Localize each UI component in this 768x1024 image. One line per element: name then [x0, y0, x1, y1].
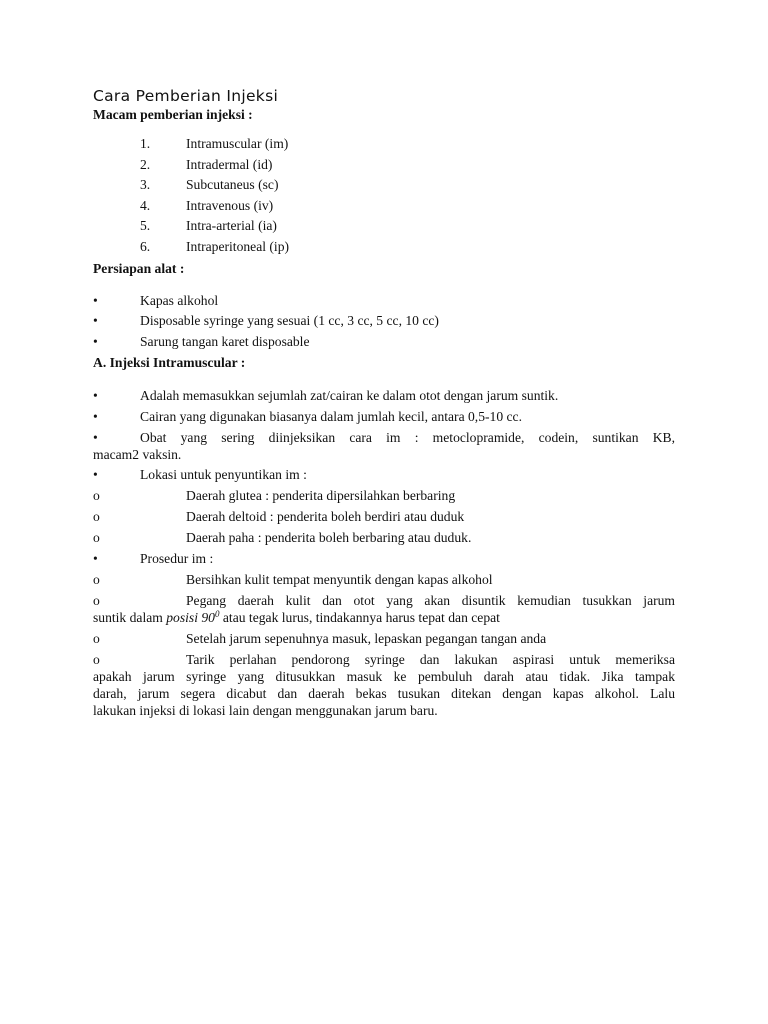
list-item [93, 550, 675, 571]
equipment-list [93, 292, 675, 354]
list-text: Setelah jarum sepenuhnya masuk, lepaskan pegangan tangan anda [186, 630, 547, 646]
list-item [93, 429, 675, 463]
list-text: Cairan yang digunakan biasanya dalam jumlah kecil, antara 0,5-10 cc. [140, 408, 522, 424]
list-item [93, 333, 675, 354]
list-text: Intradermal (id) [186, 156, 273, 172]
list-text: Obat yang sering diinjeksikan cara im : metoclopramide, codein, suntikan KB, [140, 429, 675, 445]
list-item [93, 292, 675, 313]
list-item [93, 529, 675, 550]
list-item [93, 156, 675, 177]
heading-persiapan-alat: Persiapan alat : [93, 260, 185, 276]
list-text: Sarung tangan karet disposable [140, 333, 310, 349]
intramuscular-section [93, 387, 675, 719]
list-item [93, 176, 675, 197]
bullet-icon: • [93, 387, 98, 403]
list-text: apakah jarum syringe yang ditusukkan masuk ke pembuluh darah atau tidak. Jika tampak [93, 668, 675, 684]
circle-bullet-icon: o [93, 592, 100, 608]
list-text: Pegang daerah kulit dan otot yang akan disuntik kemudian tusukkan jarum [186, 592, 675, 608]
list-number: 3. [140, 177, 151, 193]
list-item [93, 466, 675, 487]
list-item [93, 135, 675, 156]
list-number: 2. [140, 156, 151, 172]
list-item [93, 508, 675, 529]
circle-bullet-icon: o [93, 487, 100, 503]
list-text: Intravenous (iv) [186, 197, 274, 213]
bullet-icon: • [93, 333, 98, 349]
list-text: Disposable syringe yang sesuai (1 cc, 3 cc, 5 cc, 10 cc) [140, 313, 439, 329]
list-text: Daerah glutea : penderita dipersilahkan berbaring [186, 487, 456, 503]
degree-superscript: 0 [214, 608, 220, 619]
circle-bullet-icon: o [93, 651, 100, 667]
circle-bullet-icon: o [93, 529, 100, 545]
injection-type-list [93, 135, 675, 259]
bullet-icon: • [93, 466, 98, 482]
list-text: Intraperitoneal (ip) [186, 238, 290, 254]
list-text: darah, jarum segera dicabut dan daerah bekas tusukan ditekan dengan kapas alkohol. Lalu [93, 685, 675, 701]
list-text: Daerah deltoid : penderita boleh berdiri atau duduk [186, 508, 465, 524]
list-item [93, 312, 675, 333]
list-text: Lokasi untuk penyuntikan im : [140, 466, 307, 482]
list-item [93, 217, 675, 238]
list-text-italic: posisi 90 [166, 609, 215, 625]
list-text: Intramuscular (im) [186, 136, 289, 151]
list-text: atau tegak lurus, tindakannya harus tepat dan cepat [219, 609, 500, 625]
list-item [93, 571, 675, 592]
list-number: 4. [140, 197, 151, 213]
list-item [93, 630, 675, 651]
list-item [93, 408, 675, 429]
circle-bullet-icon: o [93, 571, 100, 587]
list-text: Adalah memasukkan sejumlah zat/cairan ke dalam otot dengan jarum suntik. [140, 387, 559, 403]
list-number: 5. [140, 218, 151, 234]
list-text: Bersihkan kulit tempat menyuntik dengan kapas alkohol [186, 571, 493, 587]
list-text: Subcutaneus (sc) [186, 177, 279, 193]
list-item [93, 197, 675, 218]
circle-bullet-icon: o [93, 630, 100, 646]
list-item [93, 387, 675, 408]
document-page [93, 86, 675, 719]
circle-bullet-icon: o [93, 508, 100, 524]
bullet-icon: • [93, 313, 98, 329]
list-text: suntik dalam [93, 609, 167, 625]
heading-macam-injeksi: Macam pemberian injeksi : [93, 107, 253, 122]
list-item [93, 651, 675, 719]
list-item [93, 238, 675, 259]
list-text: macam2 vaksin. [93, 446, 182, 462]
list-item [93, 592, 675, 626]
list-number: 1. [140, 136, 151, 151]
page-title: Cara Pemberian Injeksi [93, 87, 279, 105]
heading-injeksi-intramuscular: A. Injeksi Intramuscular : [93, 354, 246, 370]
list-text: lakukan injeksi di lokasi lain dengan menggunakan jarum baru. [93, 702, 438, 718]
list-number: 6. [140, 238, 151, 254]
bullet-icon: • [93, 429, 98, 445]
list-item [93, 487, 675, 508]
bullet-icon: • [93, 408, 98, 424]
bullet-icon: • [93, 292, 98, 308]
list-text: Kapas alkohol [140, 292, 219, 308]
list-text: Prosedur im : [140, 550, 214, 566]
list-text: Intra-arterial (ia) [186, 218, 277, 234]
list-text: Tarik perlahan pendorong syringe dan lakukan aspirasi untuk memeriksa [186, 651, 675, 667]
bullet-icon: • [93, 550, 98, 566]
list-text: Daerah paha : penderita boleh berbaring atau duduk. [186, 529, 472, 545]
